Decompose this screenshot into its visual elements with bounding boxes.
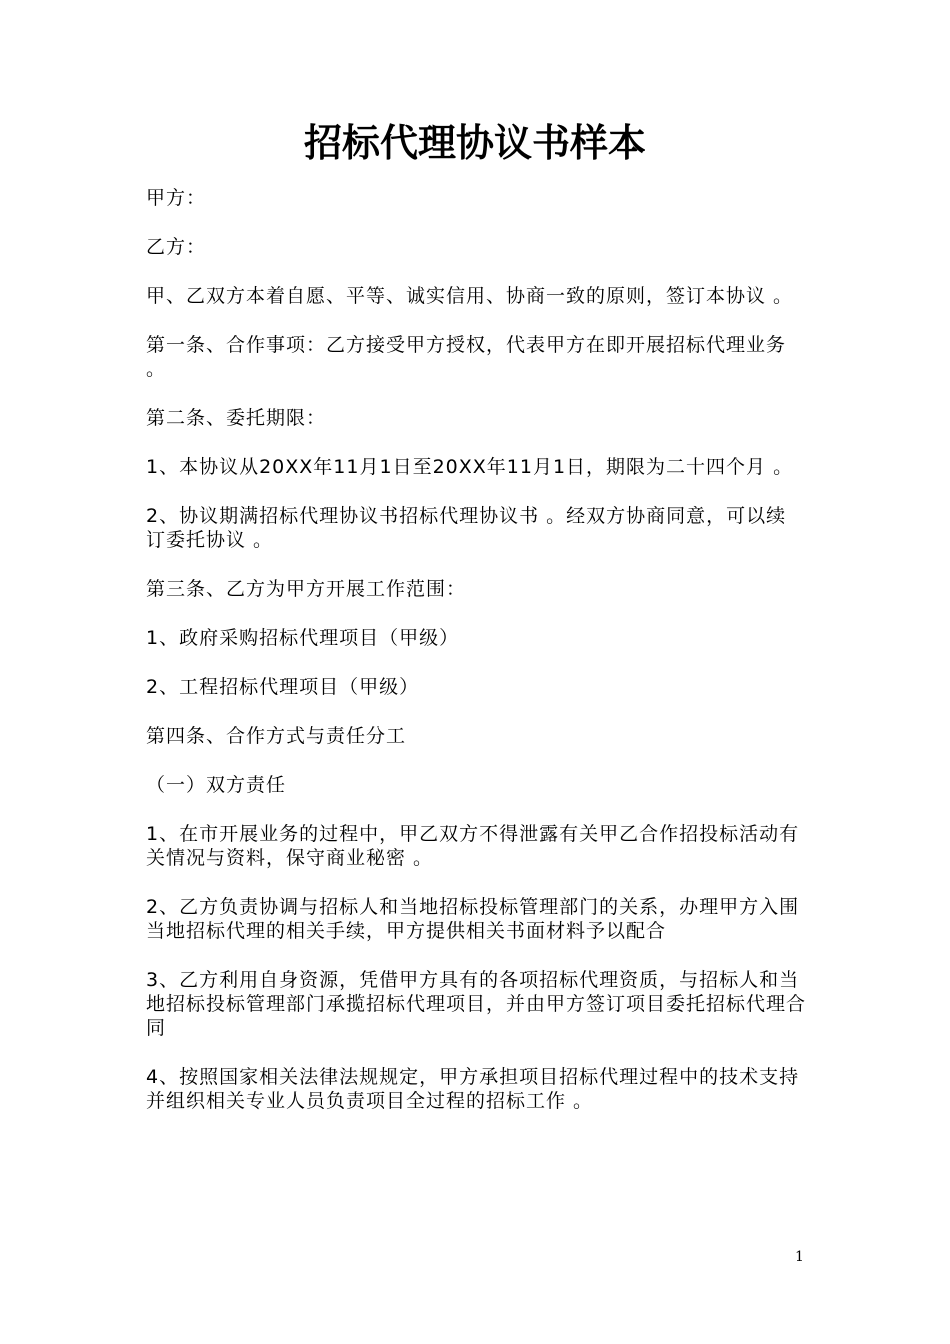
article-2-item-1: 1、本协议从20XX年11月1日至20XX年11月1日，期限为二十四个月 。 [146,456,794,478]
section-1-item-4: 4、按照国家相关法律法规规定，甲方承担项目招标代理过程中的技术支持并组织相关专业人员负责项目全过程的招标工作 。 [146,1066,800,1112]
article-3-item-1: 1、政府采购招标代理项目（甲级） [146,627,460,649]
article-3-heading: 第三条、乙方为甲方开展工作范围： [146,578,467,600]
document-title: 招标代理协议书样本 [303,121,646,165]
section-1-item-1: 1、在市开展业务的过程中，甲乙双方不得泄露有关甲乙合作招投标活动有关情况与资料，保守商业秘密 。 [146,823,800,869]
article-2-item-2: 2、协议期满招标代理协议书招标代理协议书 。经双方协商同意，可以续订委托协议 。 [146,505,787,551]
article-4-heading: 第四条、合作方式与责任分工 [146,725,407,747]
article-1-paragraph: 第一条、合作事项：乙方接受甲方授权，代表甲方在即开展招标代理业务 。 [146,334,794,380]
document-body [146,186,806,1138]
section-1-heading: （一）双方责任 [146,774,287,796]
preamble-paragraph: 甲、乙双方本着自愿、平等、诚实信用、协商一致的原则，签订本协议 。 [146,285,794,307]
section-1-item-2: 2、乙方负责协调与招标人和当地招标投标管理部门的关系，办理甲方入围当地招标代理的相关手续，甲方提供相关书面材料予以配合 [146,896,800,942]
article-2-heading: 第二条、委托期限： [146,407,327,429]
party-b-line: 乙方： [146,236,207,258]
party-a-line: 甲方： [146,187,207,209]
section-1-item-3: 3、乙方利用自身资源，凭借甲方具有的各项招标代理资质，与招标人和当地招标投标管理部门承揽招标代理项目，并由甲方签订项目委托招标代理合同 [146,969,807,1039]
article-3-item-2: 2、工程招标代理项目（甲级） [146,676,420,698]
page-number: 1 [795,1249,804,1265]
